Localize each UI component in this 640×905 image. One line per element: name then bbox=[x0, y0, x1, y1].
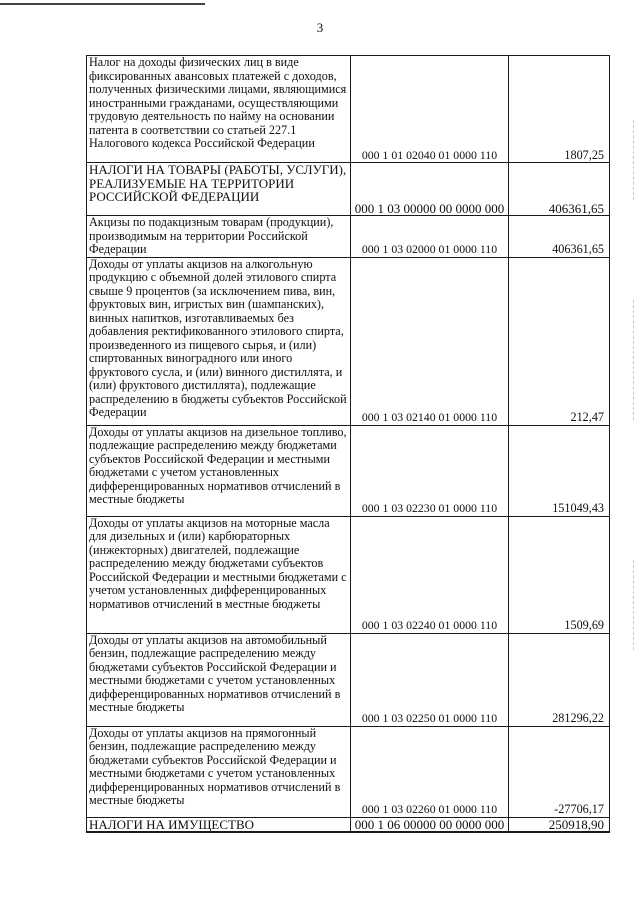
revenue-name-cell: Доходы от уплаты акцизов на прямогонный бензин, подлежащие распределению между бюджетами субъектов Российской Федерации и местными бюджетами с учетом установленных дифференцированных нормативов отчислений в местные бюджеты bbox=[87, 726, 351, 817]
revenue-name-cell: НАЛОГИ НА ИМУЩЕСТВО bbox=[87, 817, 351, 832]
amount-cell: 281296,22 bbox=[509, 633, 610, 726]
budget-code-cell: 000 1 03 02240 01 0000 110 bbox=[351, 516, 509, 633]
budget-code-cell: 000 1 03 02230 01 0000 110 bbox=[351, 425, 509, 516]
budget-code-cell: 000 1 03 02250 01 0000 110 bbox=[351, 633, 509, 726]
revenue-name-cell: Доходы от уплаты акцизов на автомобильный бензин, подлежащие распределению между бюджетами субъектов Российской Федерации и местными бюджетами с учетом установленных дифференцированных нормативов отчислений в местные бюджеты bbox=[87, 633, 351, 726]
revenue-name-cell: НАЛОГИ НА ТОВАРЫ (РАБОТЫ, УСЛУГИ), РЕАЛИЗУЕМЫЕ НА ТЕРРИТОРИИ РОССИЙСКОЙ ФЕДЕРАЦИИ bbox=[87, 163, 351, 216]
amount-cell: 250918,90 bbox=[509, 817, 610, 832]
budget-code-cell: 000 1 01 02040 01 0000 110 bbox=[351, 56, 509, 163]
table-row bbox=[87, 516, 610, 633]
budget-code-cell: 000 1 03 02140 01 0000 110 bbox=[351, 257, 509, 425]
scan-edge-mark bbox=[632, 560, 634, 650]
amount-cell: 212,47 bbox=[509, 257, 610, 425]
revenue-name-cell: Налог на доходы физических лиц в виде фиксированных авансовых платежей с доходов, полученных физическими лицами, являющимися иностранными гражданами, осуществляющими трудовую деятельность по найму на основании патента в соответствии со статьей 227.1 Налогового кодекса Российской Федерации bbox=[87, 56, 351, 163]
table-row bbox=[87, 257, 610, 425]
revenue-table bbox=[86, 55, 610, 833]
table-row bbox=[87, 817, 610, 832]
amount-cell: 406361,65 bbox=[509, 163, 610, 216]
budget-code-cell: 000 1 03 02260 01 0000 110 bbox=[351, 726, 509, 817]
amount-cell: 1509,69 bbox=[509, 516, 610, 633]
page-number: 3 bbox=[316, 20, 324, 35]
scan-edge-mark bbox=[632, 120, 634, 200]
revenue-name-cell: Доходы от уплаты акцизов на дизельное топливо, подлежащие распределению между бюджетами субъектов Российской Федерации и местными бюджетами с учетом установленных дифференцированных нормативов отчислений в местные бюджеты bbox=[87, 425, 351, 516]
table-row bbox=[87, 163, 610, 216]
amount-cell: 406361,65 bbox=[509, 216, 610, 258]
table-row bbox=[87, 633, 610, 726]
table-row bbox=[87, 56, 610, 163]
top-rule bbox=[0, 3, 205, 5]
revenue-name-cell: Доходы от уплаты акцизов на алкогольную продукцию с объемной долей этилового спирта свыше 9 процентов (за исключением пива, вин, фруктовых вин, игристых вин (шампанских), винных напитков, изготавливаемых без добавления ректификованного этилового спирта, произведенного из пищевого сырья, и (или) спиртованных виноградного или иного фруктового сусла, и (или) винного дистиллята, и (или) фруктового дистиллята), подлежащие распределению в бюджеты субъектов Российской Федерации bbox=[87, 257, 351, 425]
revenue-name-cell: Доходы от уплаты акцизов на моторные масла для дизельных и (или) карбюраторных (инжекторных) двигателей, подлежащие распределению между бюджетами субъектов Российской Федерации и местными бюджетами с учетом установленных дифференцированных нормативов отчислений в местные бюджеты bbox=[87, 516, 351, 633]
table-row bbox=[87, 425, 610, 516]
amount-cell: -27706,17 bbox=[509, 726, 610, 817]
table-row bbox=[87, 726, 610, 817]
scan-edge-mark bbox=[632, 300, 634, 420]
budget-code-cell: 000 1 03 02000 01 0000 110 bbox=[351, 216, 509, 258]
amount-cell: 1807,25 bbox=[509, 56, 610, 163]
table-row bbox=[87, 216, 610, 258]
amount-cell: 151049,43 bbox=[509, 425, 610, 516]
budget-code-cell: 000 1 06 00000 00 0000 000 bbox=[351, 817, 509, 832]
budget-code-cell: 000 1 03 00000 00 0000 000 bbox=[351, 163, 509, 216]
revenue-name-cell: Акцизы по подакцизным товарам (продукции), производимым на территории Российской Федерации bbox=[87, 216, 351, 258]
